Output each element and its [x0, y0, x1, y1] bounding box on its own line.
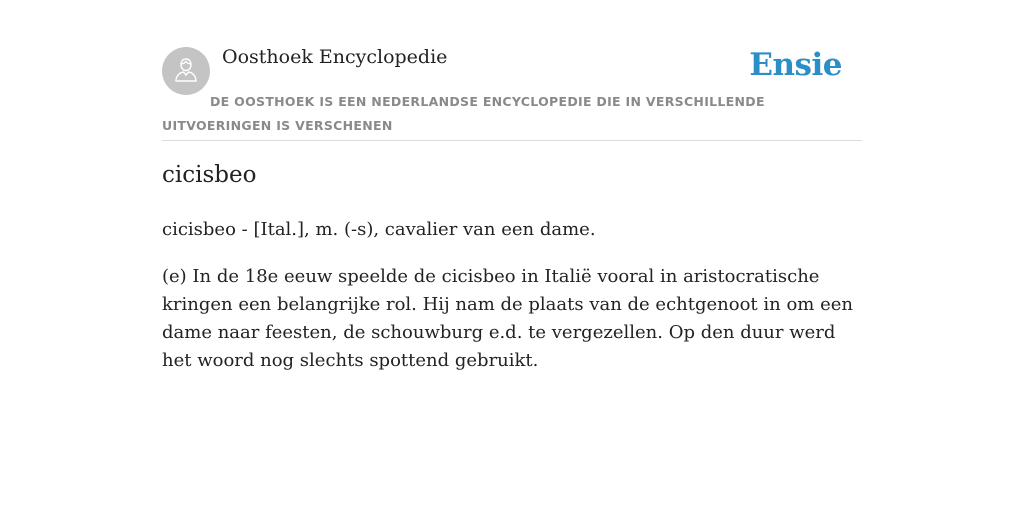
ensie-logo[interactable]: Ensie	[749, 47, 842, 83]
article-title: cicisbeo	[162, 162, 257, 188]
source-name[interactable]: Oosthoek Encyclopedie	[222, 46, 448, 68]
page-container	[162, 0, 862, 371]
source-header	[162, 0, 862, 141]
user-icon	[172, 55, 200, 87]
avatar[interactable]	[162, 47, 210, 95]
article-paragraph-definition: cicisbeo - [Ital.], m. (-s), cavalier van een dame.	[162, 219, 596, 240]
article-paragraph-explanation: (e) In de 18e eeuw speelde de cicisbeo in Italië vooral in aristocratische kringen een belangrijke rol. Hij nam de plaats van de echtgenoot in om een dame naar feesten, de schouwburg e.d. te vergezellen. Op den duur werd het woord nog slechts spottend gebruikt.	[162, 266, 853, 371]
source-tagline: DE OOSTHOEK IS EEN NEDERLANDSE ENCYCLOPEDIE DIE IN VERSCHILLENDE UITVOERINGEN IS VERSCHENEN	[162, 94, 765, 133]
